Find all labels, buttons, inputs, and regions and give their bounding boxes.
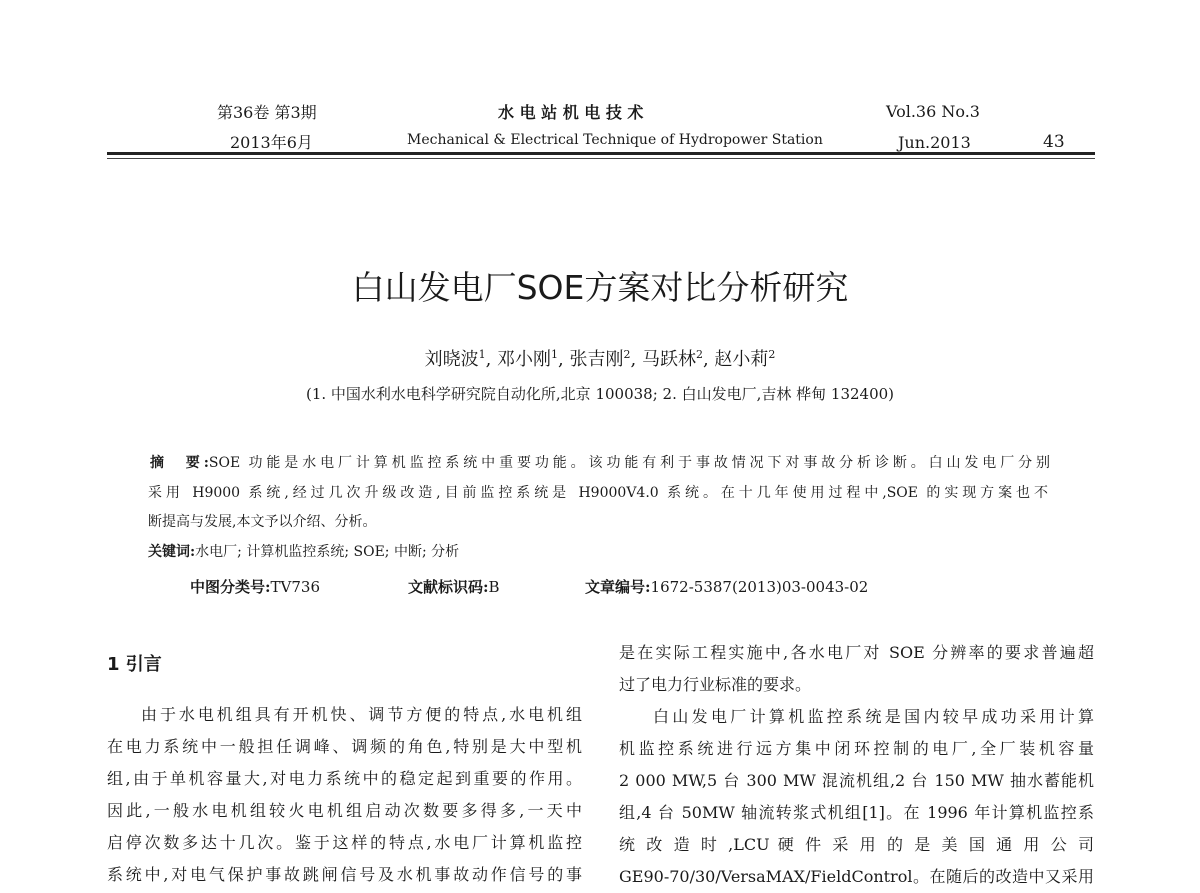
text-line: 组,4 台 50MW 轴流转浆式机组[1]。在 1996 年计算机监控系 — [619, 803, 1094, 822]
paper-title: 白山发电厂SOE方案对比分析研究 — [351, 268, 849, 307]
author: 邓小刚$^1$ — [497, 348, 559, 370]
text-line: 系统中,对电气保护事故跳闸信号及水机事故动作信号的事 — [107, 865, 582, 884]
clc-number: 中图分类号:TV736 — [190, 578, 321, 596]
volume-en: Vol.36 No.3 — [886, 102, 980, 121]
author: 赵小莉$^2$ — [714, 348, 776, 370]
date-cn: 2013年6月 — [230, 133, 313, 152]
text-line: 机监控系统进行远方集中闭环控制的电厂,全厂装机容量 — [619, 739, 1094, 758]
volume-cn: 第36卷 第3期 — [217, 103, 317, 122]
header-rule — [107, 152, 1095, 155]
journal-en: Mechanical & Electrical Technique of Hydropower Station — [407, 132, 823, 148]
right-column — [619, 637, 1094, 893]
keywords: 关键词:水电厂; 计算机监控系统; SOE; 中断; 分析 — [148, 544, 460, 560]
text-line: 由于水电机组具有开机快、调节方便的特点,水电机组 — [141, 705, 582, 724]
text-line: GE90-70/30/VersaMAX/FieldControl。在随后的改造中又采用 — [619, 867, 1094, 886]
abstract-line: 摘 要:SOE 功能是水电厂计算机监控系统中重要功能。该功能有利于事故情况下对事故分析诊断。白山发电厂分别 — [150, 455, 1050, 471]
header-rule-thin — [107, 158, 1095, 159]
journal-cn: 水 电 站 机 电 技 术 — [498, 103, 644, 122]
text-line: 过了电力行业标准的要求。 — [619, 675, 812, 694]
article-number: 文章编号:1672-5387(2013)03-0043-02 — [585, 578, 869, 596]
text-line: 2 000 MW,5 台 300 MW 混流机组,2 台 150 MW 抽水蓄能机 — [619, 771, 1094, 790]
document-code: 文献标识码:B — [408, 578, 500, 596]
abstract-line: 断提高与发展,本文予以介绍、分析。 — [148, 514, 377, 530]
author: 张吉刚$^2$ — [569, 348, 631, 370]
author: 马跃林$^2$ — [641, 348, 703, 370]
text-line: 因此,一般水电机组较火电机组启动次数要多得多,一天中 — [107, 801, 582, 820]
text-line: 白山发电厂计算机监控系统是国内较早成功采用计算 — [653, 707, 1094, 726]
text-line: 是在实际工程实施中,各水电厂对 SOE 分辨率的要求普遍超 — [619, 643, 1094, 662]
section-heading: 1 引言 — [107, 654, 162, 675]
author: 刘晓波$^1$ — [424, 348, 486, 370]
abstract-label: 摘 要: — [150, 455, 209, 471]
affiliations: (1. 中国水利水电科学研究院自动化所,北京 100038; 2. 白山发电厂,吉林 桦甸 132400) — [305, 385, 895, 403]
date-en: Jun.2013 — [898, 133, 971, 152]
abstract-line: 采用 H9000 系统,经过几次升级改造,目前监控系统是 H9000V4.0 系统。在十几年使用过程中,SOE 的实现方案也不 — [148, 485, 1048, 501]
text-line: 组,由于单机容量大,对电力系统中的稳定起到重要的作用。 — [107, 769, 582, 788]
page-number: 43 — [1043, 132, 1065, 152]
authors: 刘晓波$^1$, 邓小刚$^1$, 张吉刚$^2$, 马跃林$^2$, 赵小莉$^2$ — [424, 348, 776, 370]
left-column — [107, 699, 582, 891]
text-line: 统 改 造 时 ,LCU 硬 件 采 用 的 是 美 国 通 用 公 司 — [619, 835, 1094, 854]
text-line: 在电力系统中一般担任调峰、调频的角色,特别是大中型机 — [107, 737, 582, 756]
text-line: 启停次数多达十几次。鉴于这样的特点,水电厂计算机监控 — [107, 833, 582, 852]
